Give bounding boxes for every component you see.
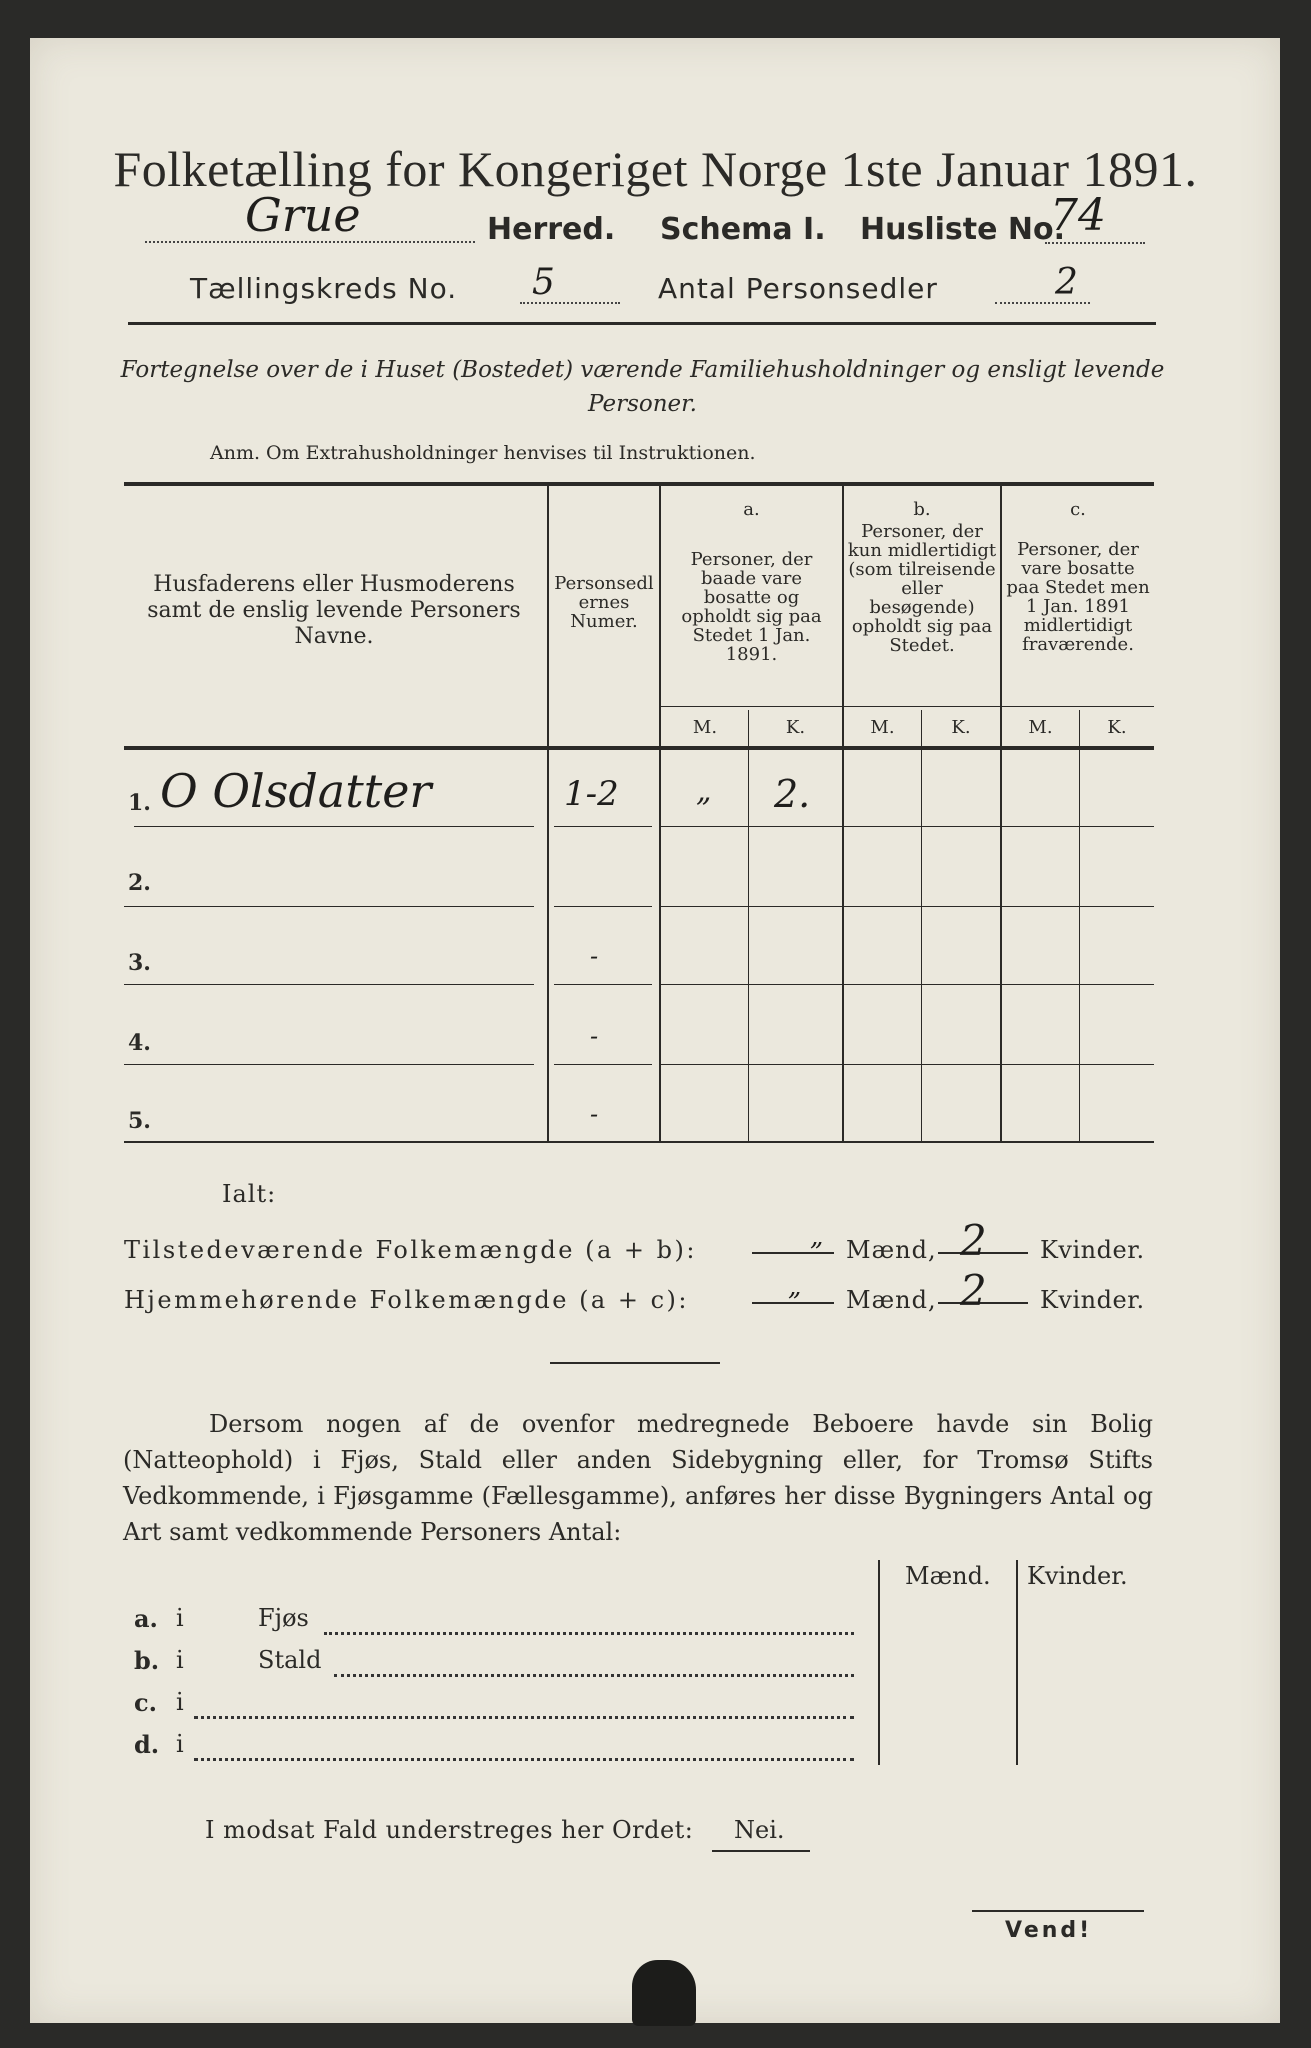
herred-label: Herred.	[487, 212, 616, 247]
building-i: i	[176, 1646, 184, 1674]
col-header-b: Personer, der kun midlertidigt (som tilreisende eller besøgende) opholdt sig paa Stedet.	[847, 521, 997, 656]
buildings-maend-header: Mænd.	[905, 1562, 991, 1590]
antal-label: Antal Personsedler	[658, 272, 938, 305]
building-letter: d.	[134, 1730, 160, 1759]
household-table	[124, 482, 1154, 1142]
nei-word: Nei.	[734, 1816, 785, 1844]
form-title: Folketælling for Kongeriget Norge 1ste Januar 1891.	[113, 141, 1198, 197]
annotation-note: Anm. Om Extrahusholdninger henvises til Instruktionen.	[210, 442, 756, 464]
hjemme-maend-value: „	[788, 1272, 802, 1302]
header-rule	[128, 322, 1156, 325]
table-row	[124, 828, 1154, 906]
building-row	[134, 1604, 869, 1640]
building-letter: c.	[134, 1688, 157, 1717]
kreds-label: Tællingskreds No.	[190, 272, 458, 305]
col-header-b-letter: b.	[913, 499, 931, 520]
buildings-kvinder-header: Kvinder.	[1027, 1562, 1128, 1590]
schema-label: Schema I.	[660, 212, 826, 247]
table-row	[124, 750, 1154, 828]
table-row	[124, 984, 1154, 1062]
building-letter: b.	[134, 1646, 160, 1675]
kreds-value: 5	[532, 262, 555, 303]
hjemme-label: Hjemmehørende Folkemængde (a + c):	[124, 1286, 689, 1314]
col-header-c-letter: c.	[1070, 499, 1086, 520]
row-number: 3.	[128, 950, 151, 976]
husliste-label: Husliste No.	[860, 212, 1065, 247]
row-number: 2.	[128, 870, 151, 896]
col-header-c: Personer, der vare bosatte paa Stedet men 1 Jan. 1891 midlertidigt fraværende.	[1006, 539, 1150, 655]
row-numer: -	[590, 1022, 599, 1050]
row-a-k: 2.	[774, 772, 811, 816]
antal-value: 2	[1055, 262, 1078, 303]
buildings-divider-2	[1016, 1560, 1018, 1765]
table-row	[124, 1064, 1154, 1142]
row-number: 5.	[128, 1108, 151, 1134]
paper-damage	[632, 1960, 696, 2026]
col-a-m: M.	[692, 717, 718, 738]
row-numer: -	[590, 1100, 599, 1128]
row-a-m: „	[696, 774, 712, 809]
building-i: i	[176, 1730, 184, 1758]
nei-underline	[712, 1850, 810, 1852]
col-header-numer: Personsedlernes Numer.	[554, 573, 654, 632]
row-numer: 1-2	[564, 774, 619, 814]
col-header-a: Personer, der baade vare bosatte og opholdt sig paa Stedet 1 Jan. 1891.	[681, 549, 822, 665]
row-name: O Olsdatter	[160, 764, 432, 818]
husliste-value: 74	[1050, 190, 1106, 241]
building-label: Stald	[258, 1646, 322, 1674]
building-letter: a.	[134, 1604, 158, 1633]
col-header-name: Husfaderens eller Husmoderens samt de enslig levende Personers Navne.	[147, 572, 521, 649]
tilstede-kvinder-label: Kvinder.	[1040, 1236, 1145, 1264]
tilstede-kvinder-value: 2	[960, 1216, 987, 1265]
tilstede-maend-line	[752, 1252, 834, 1254]
col-c-m: M.	[1028, 717, 1053, 738]
form-subtitle: Fortegnelse over de i Huset (Bostedet) værende Familiehusholdninger og ensligt levende Personer.	[120, 357, 1165, 417]
modsat-text: I modsat Fald understreges her Ordet:	[205, 1816, 694, 1844]
table-row	[124, 906, 1154, 984]
vend-label: Vend!	[1005, 1918, 1093, 1943]
col-b-k: K.	[951, 717, 971, 738]
building-i: i	[176, 1688, 184, 1716]
col-b-m: M.	[870, 717, 895, 738]
hjemme-kvinder-value: 2	[960, 1266, 987, 1315]
tilstede-maend-value: „	[810, 1222, 824, 1252]
hjemme-maend-line	[752, 1302, 834, 1304]
sidebygning-paragraph: Dersom nogen af de ovenfor medregnede Beboere havde sin Bolig (Natteophold) i Fjøs, Stald eller anden Sidebygning eller, for Tromsø Stifts Vedkommende, i Fjøsgamme (Fællesgamme), anføres her disse Bygningers Antal og Art samt vedkommende Personers Antal:	[123, 1410, 1153, 1546]
building-row	[134, 1688, 869, 1724]
col-a-k: K.	[785, 717, 806, 738]
row-numer: -	[590, 942, 599, 970]
buildings-divider-1	[878, 1560, 880, 1765]
building-row	[134, 1646, 869, 1682]
col-header-a-letter: a.	[743, 499, 760, 520]
hjemme-kvinder-label: Kvinder.	[1040, 1286, 1145, 1314]
building-label: Fjøs	[258, 1604, 309, 1632]
vend-rule	[972, 1910, 1144, 1912]
building-row	[134, 1730, 869, 1766]
tilstede-label: Tilstedeværende Folkemængde (a + b):	[124, 1236, 697, 1264]
hjemme-maend-label: Mænd,	[846, 1286, 937, 1314]
row-number: 4.	[128, 1030, 151, 1056]
col-c-k: K.	[1107, 717, 1127, 738]
section-divider	[550, 1362, 720, 1364]
herred-value: Grue	[245, 188, 361, 242]
building-i: i	[176, 1604, 184, 1632]
ialt-label: Ialt:	[222, 1180, 277, 1208]
tilstede-maend-label: Mænd,	[846, 1236, 937, 1264]
row-number: 1.	[128, 790, 151, 816]
